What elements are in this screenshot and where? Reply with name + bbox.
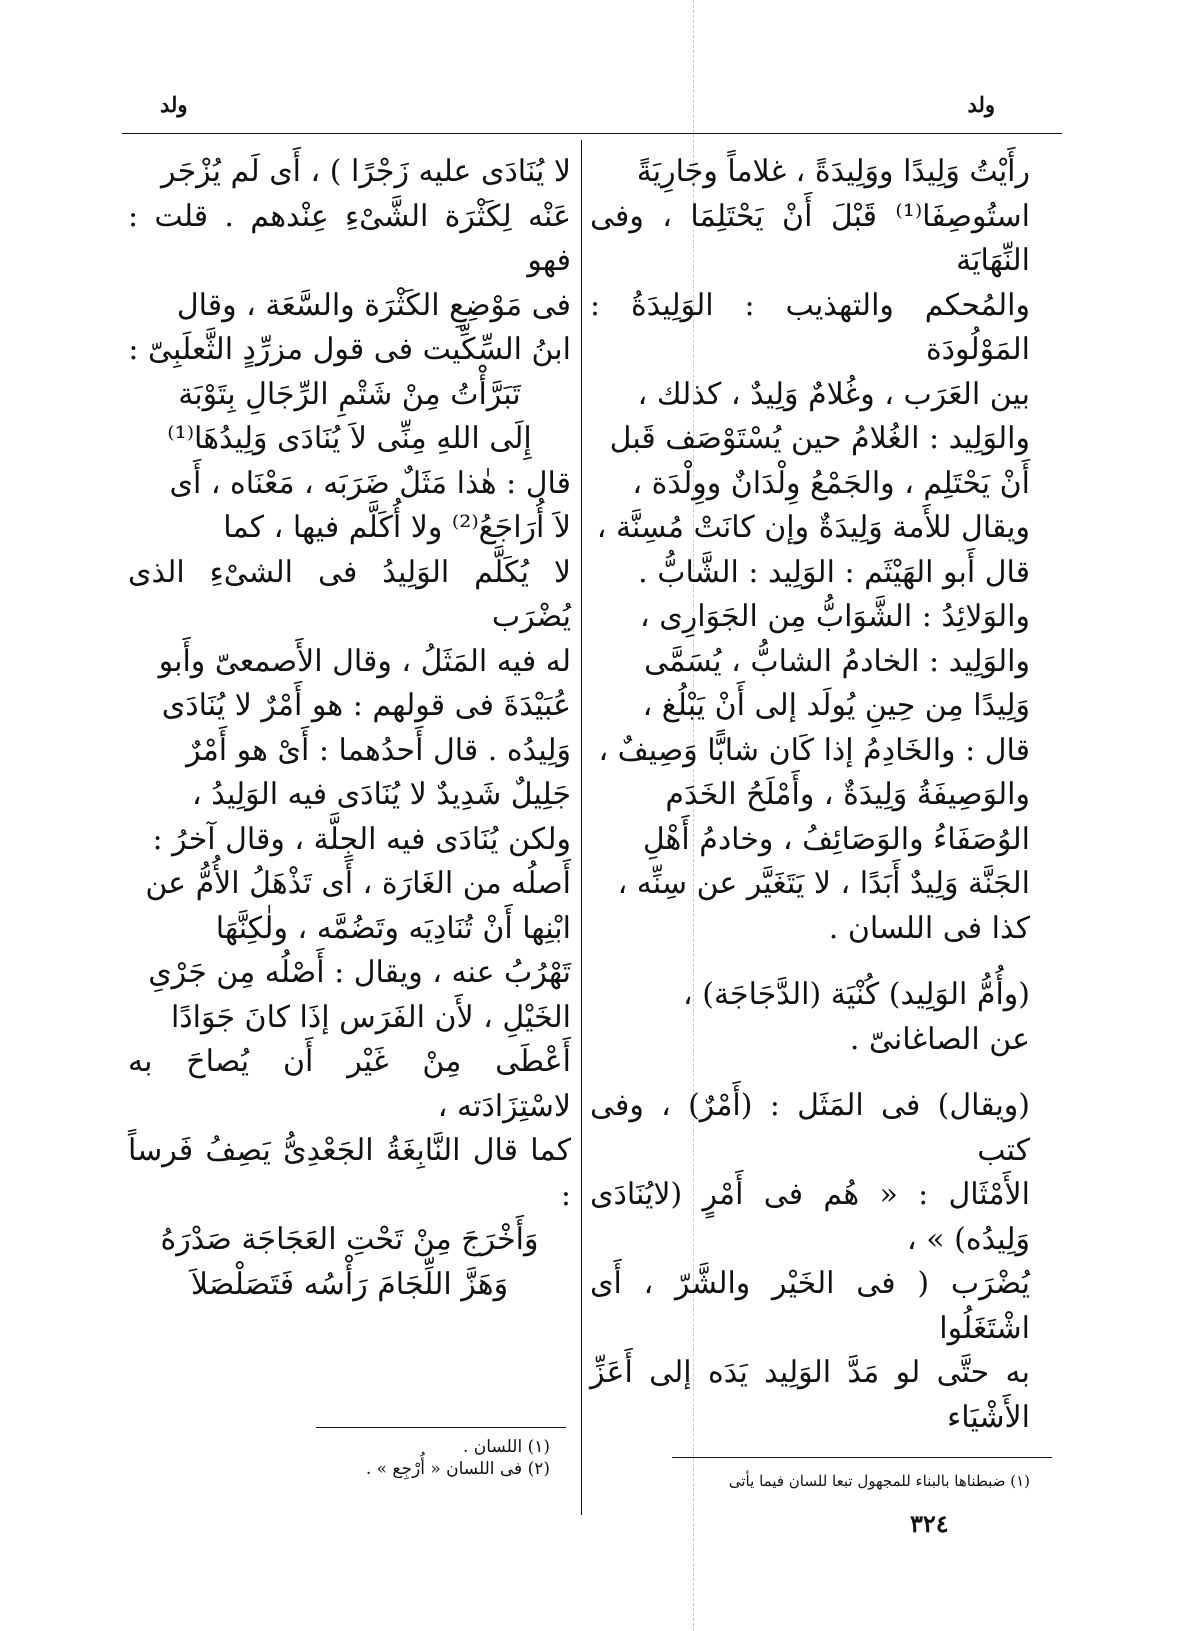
footnotes-left [250, 1436, 550, 1480]
header-rule [122, 133, 1062, 134]
paragraph-gap [590, 951, 1030, 973]
right-paragraph-3: (ويقال) فى المَثَل : (أَمْرٌ) ، وفى كتب الأَمْثَال : « هُم فى أَمْرٍ (لايُنَادَى وَلِيدُه) » ، يُضْرَب ( فى الخَيْر والشَّرّ ، أَى اشْتَغَلُوا به حتَّى لو مَدَّ الوَلِيد يَدَه إلى أَعَزِّ الأَشْيَاء [590, 1088, 1030, 1435]
verse-line-3: وَأَخْرَجَ مِنْ تَحْتِ العَجَاجَة صَدْرَهُ [160, 1222, 539, 1257]
footnote-rule-left [316, 1427, 566, 1428]
left-column [128, 150, 571, 1307]
footnote-rule-right [672, 1457, 1052, 1458]
paragraph-gap [590, 1062, 1030, 1084]
footnote-right-1: (١) ضبطناها بالبناء للمجهول تبعا للسان فيما يأتى [728, 1472, 1030, 1490]
column-divider [581, 140, 582, 1515]
running-head-right: ولد [967, 92, 995, 117]
footnote-left-1: (١) اللسان . [463, 1437, 550, 1457]
verse-line-1: تَبَرَّأْتُ مِنْ شَتْمِ الرِّجَالِ بِتَوْبَة [178, 376, 521, 412]
right-paragraph-2: (وأُمُّ الوَلِيد) كُنْيَة (الدَّجَاجَة) ، عن الصاغانىّ . [683, 977, 1030, 1057]
right-paragraph-1: رأَيْتُ وَلِيدًا ووَلِيدَةً ، غلاماً وجَارِيَةً استُوصِفَا⁽¹⁾ قَبْلَ أَنْ يَحْتَلِمَا ، وفى النِّهَايَة والمُحكم والتهذيب : الوَلِيدَةُ : المَوْلُودَة بين العَرَب ، وغُلامٌ وَلِيدٌ ، كذلك ، والوَلِيد : الغُلامُ حين يُسْتَوْصَف قَبل أَنْ يَحْتَلِم ، والجَمْعُ وِلْدَانٌ ووِلْدَة ، ويقال للأَمة وَلِيدَةٌ وإن كانَتْ مُسِنَّة ، قال أَبو الهَيْثَم : الوَلِيد : الشَّابُّ . والوَلائِدُ : الشَّوَابُّ مِن الجَوَارِى ، والوَلِيد : الخادمُ الشابُّ ، يُسَمَّى وَلِيدًا مِن حِينِ يُولَد إلى أَنْ يَبْلُغ ، قال : والخَادِمُ إذا كَان شابًّا وَصِيفٌ ، والوَصِيفَةُ وَلِيدَةٌ ، وأَمْلَحُ الخَدَم الوُصَفَاءُ والوَصَائِفُ ، وخادمُ أَهْلِ الجَنَّة وَلِيدٌ أَبَدًا ، لا يَتَغَيَّر عن سِنِّه ، كذا فى اللسان . [590, 154, 1030, 946]
page-number: ٣٢٤ [910, 1509, 949, 1538]
left-paragraph-2: قال : هٰذا مَثَلٌ ضَرَبَه ، مَعْنَاه ، أَى لاَ أُرَاجَعُ⁽²⁾ ولا أُكَلَّم فيها ، كما لا يُكَلَّم الوَلِيدُ فى الشىْءِ الذى يُضْرَب له فيه المَثَلُ ، وقال الأَصمعىّ وأَبو عُبَيْدَةَ فى قولهم : هو أَمْرٌ لا يُنَادَى وَلِيدُه . قال أَحدُهما : أَىْ هو أَمْرٌ جَلِيلٌ شَدِيدٌ لا يُنَادَى فيه الوَلِيدُ ، ولكن يُنَادَى فيه الجِلَّة ، وقال آخرُ : أَصلُه من الغَارَة ، أَى تَذْهَلُ الأُمُّ عن ابْنِها أَنْ تُنَادِيَه وتَضُمَّه ، ولٰكِنَّهَا تَهْرُبُ عنه ، ويقال : أَصْلُه مِن جَرْىِ الخَيْلِ ، لأَن الفَرَس إذَا كانَ جَوَادًا أَعْطَى مِنْ غَيْر أَن يُصاحَ به لاسْتِزَادَته ، كما قال النَّابِغَةُ الجَعْدِىُّ يَصِفُ فَرساً : [128, 465, 571, 1213]
running-head-left: ولد [160, 92, 188, 117]
verse-line-4: وَهَزَّ اللِّجَامَ رَأْسُه فَتَصَلْصَلاَ [190, 1266, 509, 1302]
footnote-left-2: (٢) فى اللسان « أُرْجِع » . [365, 1459, 550, 1479]
footnotes-right [610, 1470, 1030, 1492]
left-paragraph-1: لا يُنَادَى عليه زَجْرًا ) ، أَى لَم يُزْجَر عَنْه لِكَثْرَة الشَّىْءِ عِنْدهم . قلت : فهو فى مَوْضِعِ الكَثْرَة والسَّعَة ، وقال ابنُ السِّكِّيت فى قول مزرِّدٍ الثَّعلَبِىّ : [128, 154, 571, 367]
right-column [590, 150, 1030, 1440]
verse-line-2: إِلَى اللهِ مِنِّى لاَ يُنَادَى وَلِيدُهَا⁽¹⁾ [167, 421, 532, 456]
